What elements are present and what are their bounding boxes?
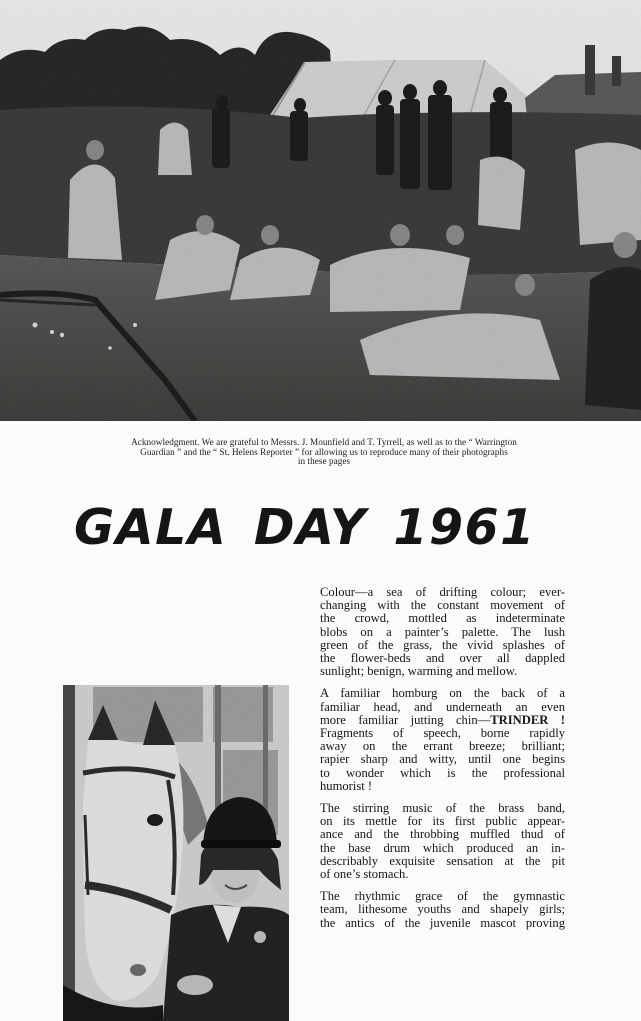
acknowledgment-line: Acknowledgment. We are grateful to Messrs. J. Mounfield and T. Tyrrell, as well as to the “ Warrington: [131, 437, 517, 447]
emphasis-trinder: TRINDER !: [490, 712, 565, 727]
article-line: A familiar homburg on the back of a: [320, 686, 565, 701]
article-paragraph: [305, 802, 565, 881]
article-line: sunlight; benign, warming and mellow.: [320, 664, 518, 679]
article-line: of one’s stomach.: [320, 867, 409, 882]
acknowledgment-line: Guardian ” and the “ St. Helens Reporter ” for allowing us to reproduce many of their photographs: [140, 446, 508, 457]
article-paragraph: [305, 586, 565, 678]
article-line: The rhythmic grace of the gymnastic: [320, 889, 565, 904]
article-line: on its mettle for its first public appear-: [320, 814, 565, 829]
article-line: Colour—a sea of drifting colour; ever-: [320, 585, 565, 599]
article-line: blobs on a painter’s palette. The lush: [320, 624, 565, 639]
article-line: away on the errant breeze; brilliant;: [320, 739, 565, 754]
article-line: green of the grass, the vivid splashes of: [320, 637, 565, 652]
horse-and-rider-photo: [63, 685, 289, 1021]
page-headline: GALA DAY 1961: [74, 499, 536, 556]
article-line: the antics of the juvenile mascot proving: [320, 915, 565, 930]
article-line: familiar head, and underneath an even: [320, 699, 565, 714]
article-line: describably exquisite sensation at the pit: [320, 853, 565, 868]
article-body: [305, 586, 565, 939]
article-line-text: more familiar jutting chin—: [320, 712, 491, 727]
gala-crowd-illustration: [0, 0, 641, 421]
article-line: ance and the throbbing muffled thud of: [320, 827, 565, 842]
article-line: changing with the constant movement of: [320, 598, 565, 613]
gala-crowd-photo: [0, 0, 641, 421]
article-paragraph: [305, 687, 565, 793]
article-line: team, lithesome youths and shapely girls;: [320, 902, 565, 917]
article-line: the base drum which produced an in-: [320, 840, 565, 855]
article-line: Fragments of speech, borne rapidly: [320, 726, 565, 741]
horse-and-rider-illustration: [63, 685, 289, 1021]
article-line: the crowd, mottled as indeterminate: [320, 611, 565, 626]
article-line: rapier sharp and witty, until one begins: [320, 752, 565, 767]
article-line: to wonder which is the professional: [320, 765, 565, 780]
article-line: The stirring music of the brass band,: [320, 801, 565, 816]
article-line: the flower-beds and over all dappled: [320, 651, 565, 666]
acknowledgment-caption: [40, 438, 608, 467]
article-line: humorist !: [320, 778, 373, 793]
article-paragraph: [305, 890, 565, 930]
acknowledgment-line: in these pages: [297, 456, 351, 467]
